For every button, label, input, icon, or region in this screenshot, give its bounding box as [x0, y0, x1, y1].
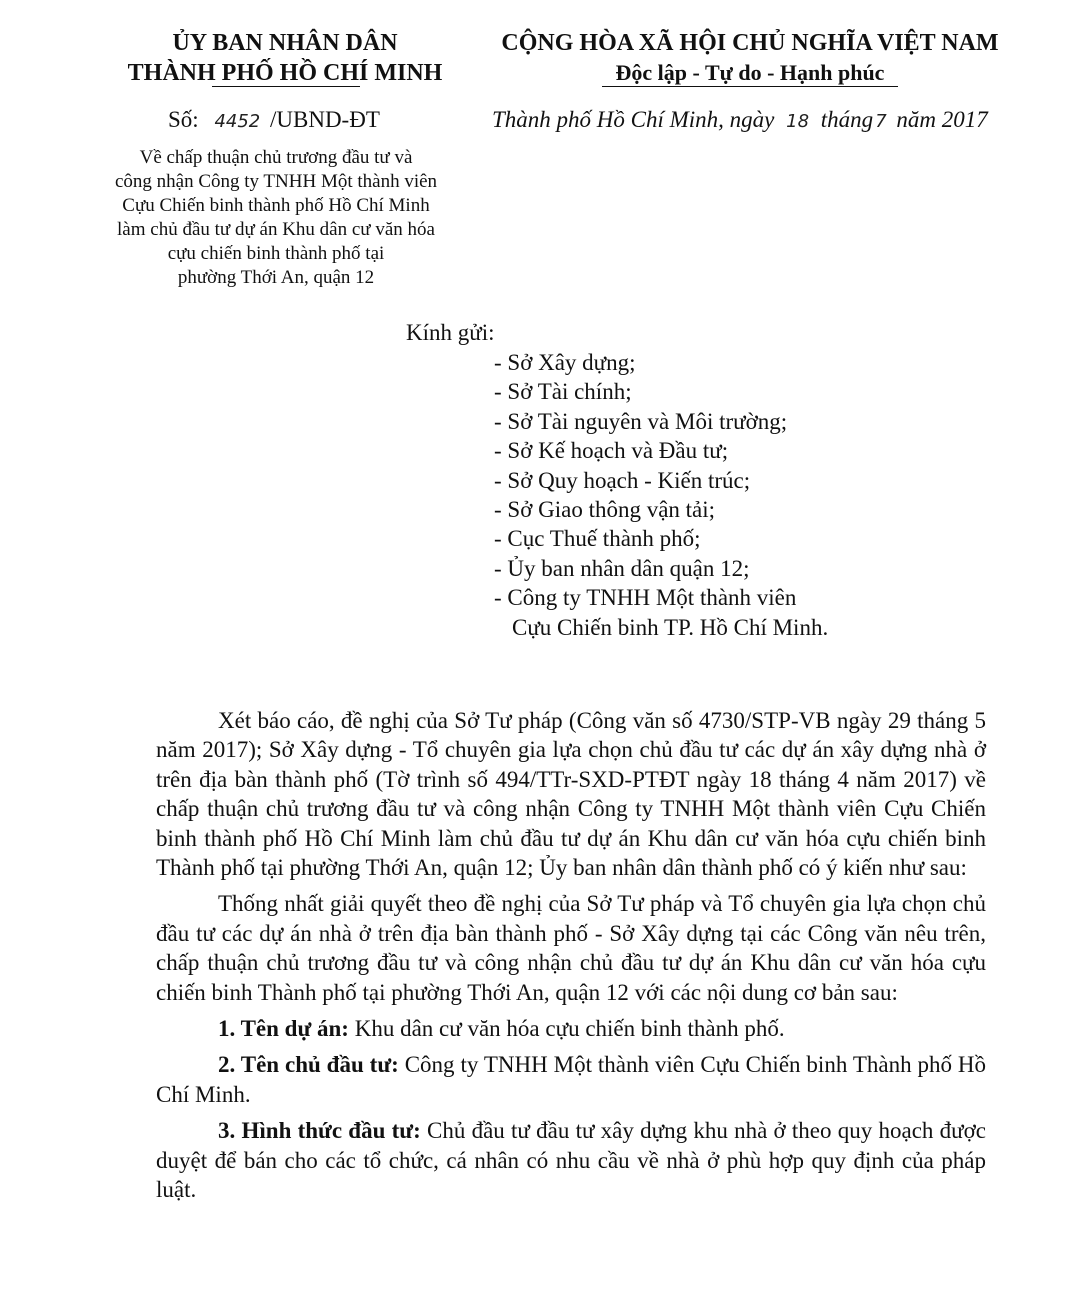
- recipient-item: - Công ty TNHH Một thành viên: [494, 585, 797, 611]
- body-item-2: [156, 1050, 986, 1109]
- document-number: [168, 107, 380, 133]
- item-1-label: 1. Tên dự án:: [218, 1016, 349, 1042]
- body-paragraph-2: Thống nhất giải quyết theo đề nghị của Sở Tư pháp và Tổ chuyên gia lựa chọn chủ đầu tư các dự án nhà ở trên địa bàn thành phố - Sở Xây dựng tại các Công văn nêu trên, chấp thuận chủ trương đầu tư và công nhận chủ đầu tư dự án Khu dân cư văn hóa cựu chiến binh Thành phố tại phường Thới An, quận 12 với các nội dung cơ bản sau:: [156, 891, 986, 1005]
- subject-block: [70, 146, 482, 290]
- recipient-item: - Sở Xây dựng;: [494, 350, 636, 375]
- item-1-text: Khu dân cư văn hóa cựu chiến binh thành phố.: [348, 1016, 785, 1042]
- subject-line: công nhận Công ty TNHH Một thành viên: [114, 171, 438, 192]
- item-2-text: Công ty TNHH Một thành viên Cựu Chiến binh Thành phố Hồ Chí Minh.: [156, 1052, 986, 1107]
- recipient-item-continued: Cựu Chiến binh TP. Hồ Chí Minh.: [512, 614, 829, 640]
- date-part-3: năm 2017: [896, 107, 988, 132]
- issuer-line-2: THÀNH PHỐ HỒ CHÍ MINH: [127, 60, 443, 86]
- recipient-item: - Cục Thuế thành phố;: [494, 526, 701, 552]
- subject-line: phường Thới An, quận 12: [177, 267, 375, 288]
- national-title: CỘNG HÒA XÃ HỘI CHỦ NGHĨA VIỆT NAM: [501, 30, 999, 56]
- issuer-divider: [212, 86, 360, 87]
- item-3-label: 3. Hình thức đầu tư:: [218, 1118, 421, 1144]
- recipient-item: - Ủy ban nhân dân quận 12;: [494, 555, 750, 581]
- doc-number-prefix: Số:: [168, 107, 199, 132]
- item-3-text: Chủ đầu tư đầu tư xây dựng khu nhà ở theo quy hoạch được duyệt để bán cho các tổ chức, cá nhân có nhu cầu về nhà ở phù hợp quy định của pháp luật.: [156, 1118, 986, 1203]
- recipient-item: - Sở Quy hoạch - Kiến trúc;: [494, 467, 751, 493]
- recipient-item: - Sở Kế hoạch và Đầu tư;: [494, 438, 729, 464]
- body-item-3: [156, 1116, 986, 1204]
- subject-line: cựu chiến binh thành phố tại: [167, 243, 385, 264]
- item-2-label: 2. Tên chủ đầu tư:: [218, 1052, 399, 1078]
- recipient-item: - Sở Tài nguyên và Môi trường;: [494, 408, 788, 434]
- recipient-item: - Sở Giao thông vận tải;: [494, 497, 716, 523]
- subject-line: Về chấp thuận chủ trương đầu tư và: [139, 147, 413, 168]
- national-header: [480, 28, 1020, 88]
- date-part-2: tháng: [820, 107, 874, 132]
- subject-line: Cựu Chiến binh thành phố Hồ Chí Minh: [122, 195, 430, 216]
- issuer-header: [90, 28, 480, 88]
- salutation: Kính gửi:: [406, 320, 495, 345]
- doc-number-suffix: /UBND-ĐT: [270, 107, 380, 132]
- issuer-line-1: ỦY BAN NHÂN DÂN: [172, 30, 398, 56]
- body-item-1: [156, 1014, 986, 1043]
- motto-divider: [602, 86, 898, 87]
- date-line: [492, 107, 988, 133]
- recipient-list: [494, 348, 828, 642]
- subject-line: làm chủ đầu tư dự án Khu dân cư văn hóa: [117, 219, 435, 240]
- body-content: [156, 706, 986, 1205]
- date-part-1: Thành phố Hồ Chí Minh, ngày: [492, 107, 775, 132]
- doc-number-handwritten: 4452: [214, 111, 261, 132]
- date-month-handwritten: 7: [875, 111, 887, 132]
- national-motto: Độc lập - Tự do - Hạnh phúc: [615, 60, 885, 85]
- recipient-item: - Sở Tài chính;: [494, 379, 632, 405]
- date-day-handwritten: 18: [786, 111, 810, 132]
- body-paragraph-1: Xét báo cáo, đề nghị của Sở Tư pháp (Công văn số 4730/STP-VB ngày 29 tháng 5 năm 2017); Sở Xây dựng - Tổ chuyên gia lựa chọn chủ đầu tư các dự án xây dựng nhà ở trên địa bàn thành phố (Tờ trình số 494/TTr-SXD-PTĐT ngày 18 tháng 4 năm 2017) về chấp thuận chủ trương đầu tư và công nhận Công ty TNHH Một thành viên Cựu Chiến binh thành phố Hồ Chí Minh làm chủ đầu tư dự án Khu dân cư văn hóa cựu chiến binh Thành phố tại phường Thới An, quận 12; Ủy ban nhân dân thành phố có ý kiến như sau:: [156, 708, 986, 881]
